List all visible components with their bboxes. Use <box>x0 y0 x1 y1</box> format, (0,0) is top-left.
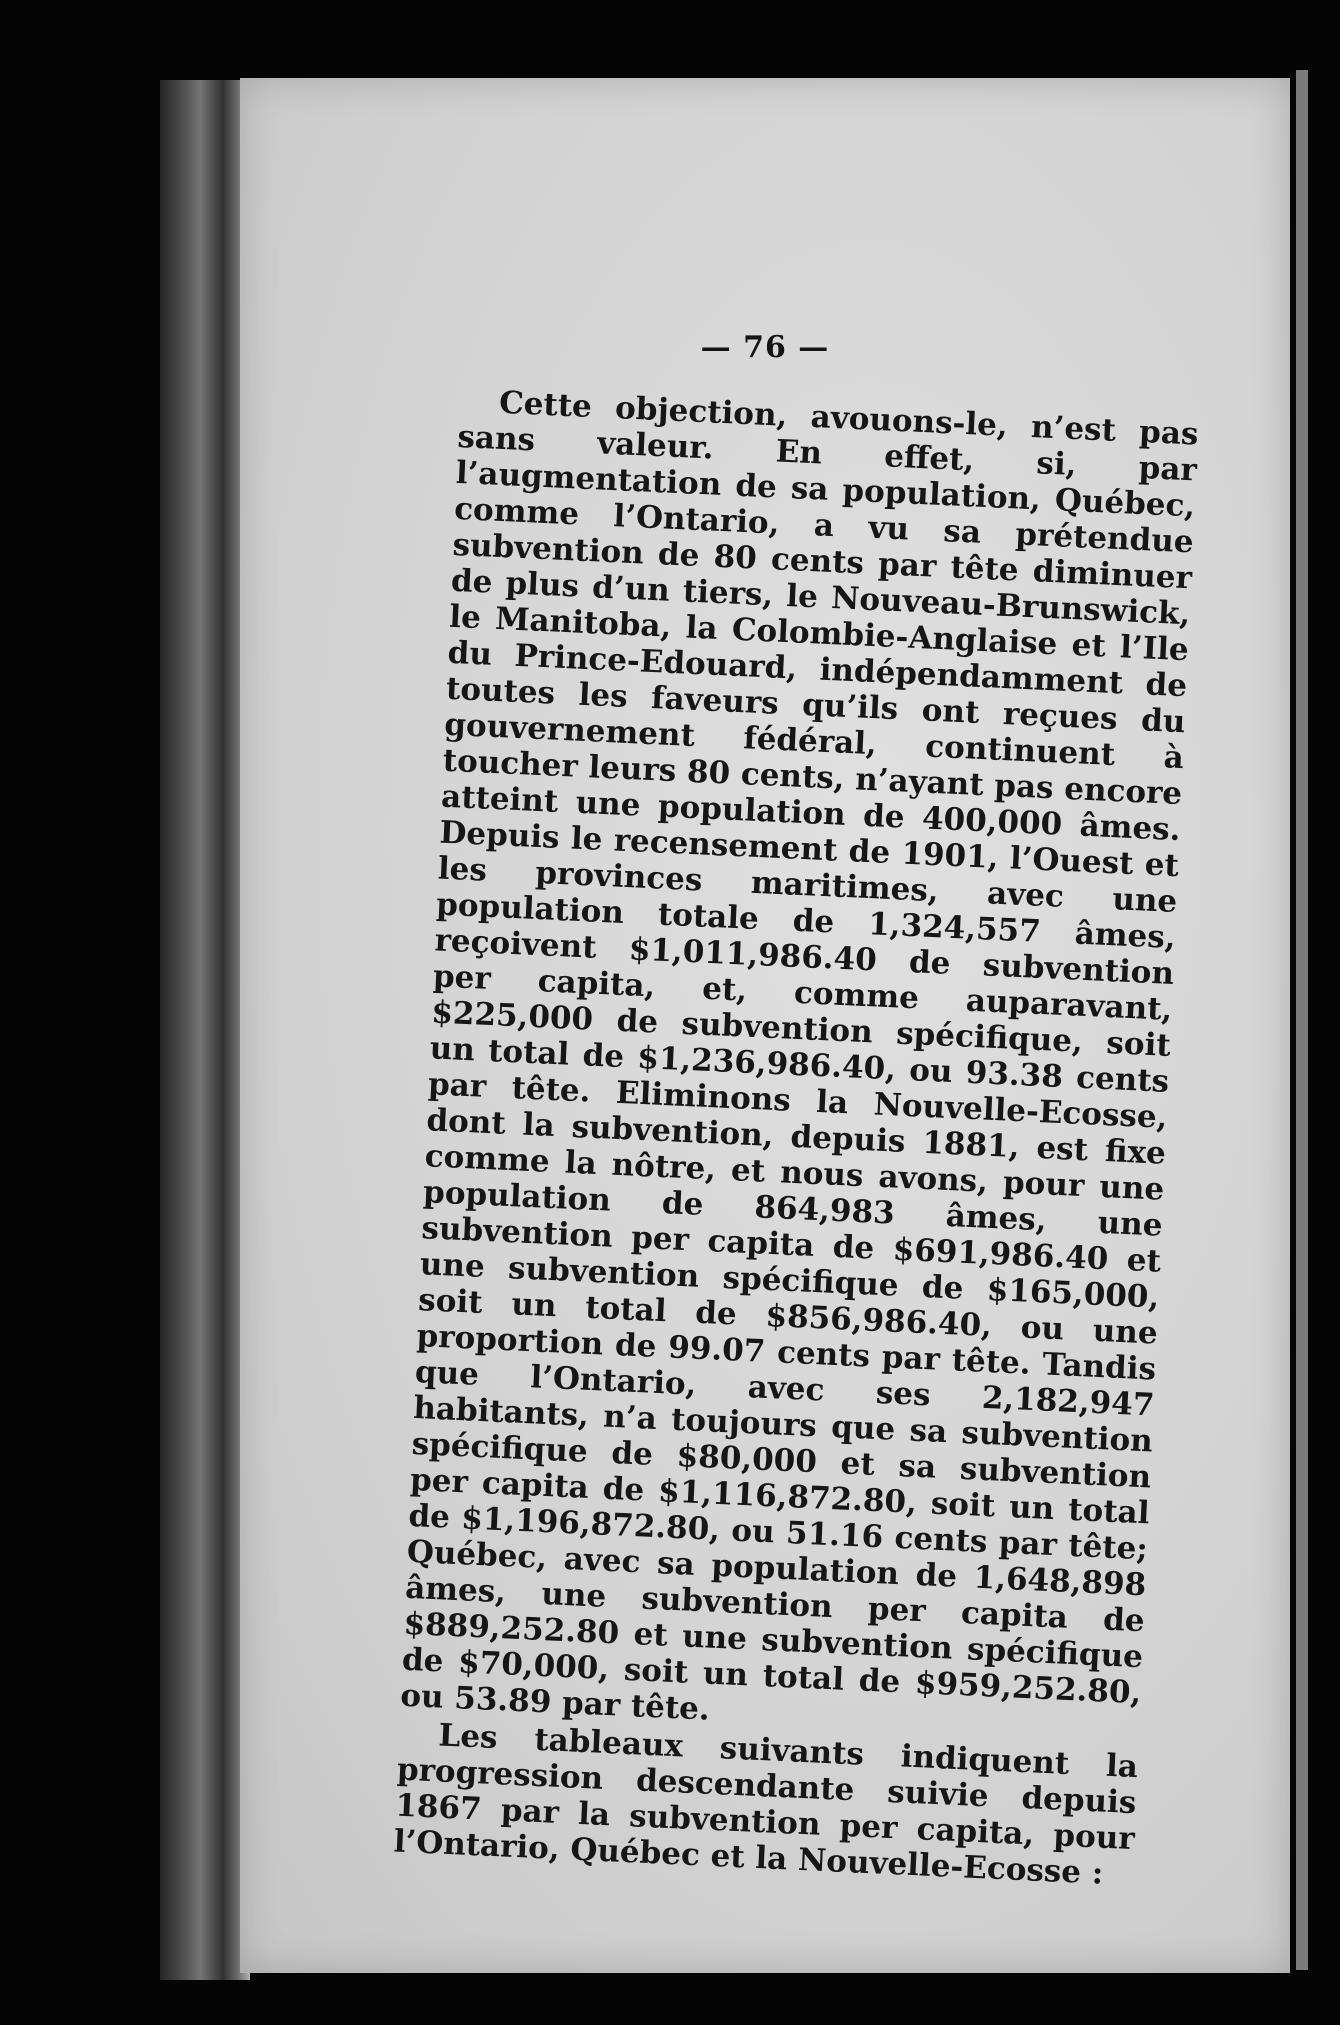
page-edge <box>1296 70 1308 1970</box>
page-number: — 76 — <box>700 330 830 365</box>
book-page <box>240 78 1290 1973</box>
book-spine <box>160 80 250 1980</box>
paragraph: Cette objection, avouons-le, n’est pas sans valeur. En effet, si, par l’augmentation de sa population, Québec, comme l’Ontario, a vu sa prétendue subvention de 80 cents par tête diminuer de plus d’un tiers, le Nouveau-Brunswick, le Manitoba, la Colombie-Anglaise et l’Ile du Prince-Edouard, indépendamment de toutes les faveurs qu’ils ont reçues du gouvernement fédéral, continuent à toucher leurs 80 cents, n’ayant pas encore atteint une population de 400,000 âmes. Depuis le recensement de 1901, l’Ouest et les provinces maritimes, avec une population totale de 1,324,557 âmes, reçoivent $1,011,986.40 de subvention per capita, et, comme auparavant, $225,000 de subvention spécifique, soit un total de $1,236,986.40, ou 93.38 cents par tête. Eliminons la Nouvelle-Ecosse, dont la subvention, depuis 1881, est fixe comme la nôtre, et nous avons, pour une population de 864,983 âmes, une subvention per capita de $691,986.40 et une subvention spécifique de $165,000, soit un total de $856,986.40, ou une proportion de 99.07 cents par tête. Tandis que l’Ontario, avec ses 2,182,947 habitants, n’a toujours que sa subvention spécifique de $80,000 et sa subvention per capita de $1,116,872.80, soit un total de $1,196,872.80, ou 51.16 cents par tête; Québec, avec sa population de 1,648,898 âmes, une subvention per capita de $889,252.80 et une subvention spécifique de $70,000, soit un total de $959,252.80, ou 53.89 par tête. <box>399 384 1200 1728</box>
page-body <box>393 383 1199 1893</box>
paragraph: Les tableaux suivants indiquent la progression descendante suivie depuis 1867 par la subvention per capita, pour l’Ontario, Québec et la Nouvelle-Ecosse : <box>392 1717 1139 1892</box>
